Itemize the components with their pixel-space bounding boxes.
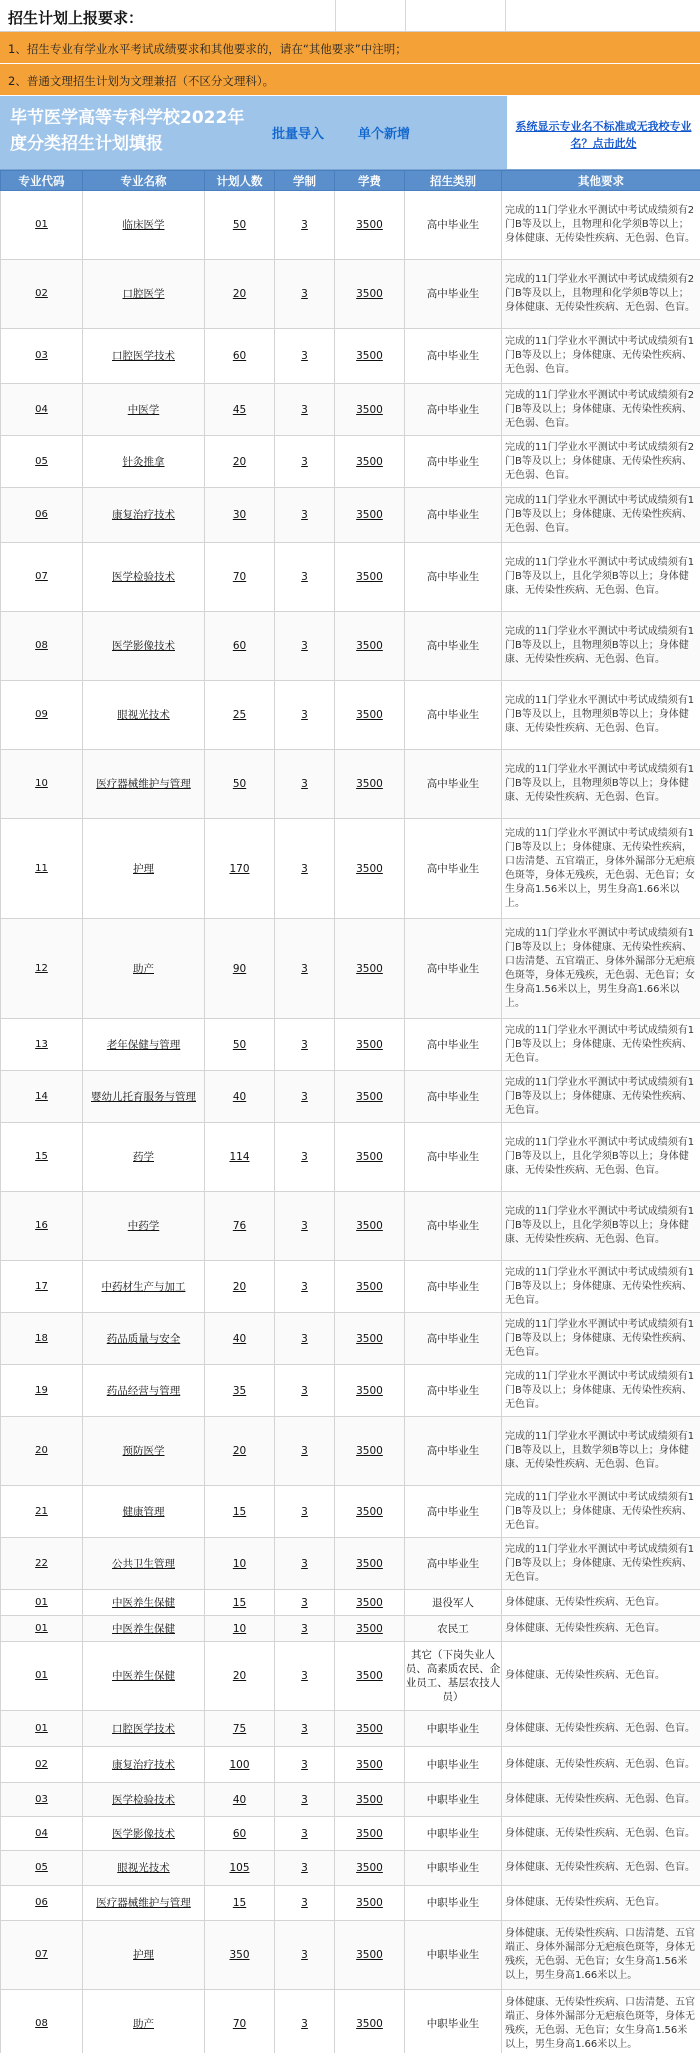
table-row — [1, 1990, 700, 2053]
row-name: 中医养生保健 — [83, 1642, 205, 1711]
row-code: 18 — [1, 1313, 83, 1365]
row-name: 中药学 — [83, 1192, 205, 1261]
row-category: 高中毕业生 — [405, 260, 502, 329]
row-name: 口腔医学 — [83, 260, 205, 329]
table-row — [1, 919, 700, 1019]
row-years: 3 — [275, 329, 335, 384]
row-category: 高中毕业生 — [405, 612, 502, 681]
row-category: 高中毕业生 — [405, 543, 502, 612]
row-name: 口腔医学技术 — [83, 329, 205, 384]
row-num: 30 — [205, 488, 275, 543]
row-name: 眼视光技术 — [83, 681, 205, 750]
row-fee: 3500 — [335, 1019, 405, 1071]
row-years: 3 — [275, 1616, 335, 1642]
row-num: 75 — [205, 1711, 275, 1747]
row-requirements: 完成的11门学业水平测试中考试成绩须有1门B等及以上；身体健康、无传染性疾病、无色弱、色盲。 — [502, 488, 700, 543]
row-category: 高中毕业生 — [405, 1486, 502, 1538]
row-fee: 3500 — [335, 260, 405, 329]
row-requirements: 完成的11门学业水平测试中考试成绩须有1门B等及以上；身体健康、无传染性疾病、无色盲。 — [502, 1019, 700, 1071]
row-fee: 3500 — [335, 1747, 405, 1783]
row-code: 08 — [1, 1990, 83, 2053]
row-requirements: 完成的11门学业水平测试中考试成绩须有1门B等及以上；身体健康、无传染性疾病、无色盲。 — [502, 1261, 700, 1313]
table-row — [1, 1313, 700, 1365]
row-fee: 3500 — [335, 1261, 405, 1313]
row-requirements: 身体健康、无传染性疾病、口齿清楚、五官端正、身体外漏部分无疤痕色斑等，身体无残疾，无色弱、无色盲；女生身高1.56米以上，男生身高1.66米以上。 — [502, 1921, 700, 1990]
row-name: 药品经营与管理 — [83, 1365, 205, 1417]
row-code: 11 — [1, 819, 83, 919]
row-num: 20 — [205, 436, 275, 488]
row-years: 3 — [275, 1019, 335, 1071]
row-years: 3 — [275, 1365, 335, 1417]
row-name: 口腔医学技术 — [83, 1711, 205, 1747]
row-fee: 3500 — [335, 384, 405, 436]
row-requirements: 完成的11门学业水平测试中考试成绩须有1门B等及以上；身体健康、无传染性疾病、无色盲。 — [502, 1486, 700, 1538]
table-row — [1, 1019, 700, 1071]
row-fee: 3500 — [335, 1590, 405, 1616]
row-years: 3 — [275, 1642, 335, 1711]
row-code: 20 — [1, 1417, 83, 1486]
row-fee: 3500 — [335, 543, 405, 612]
row-num: 10 — [205, 1538, 275, 1590]
table-row — [1, 488, 700, 543]
row-years: 3 — [275, 1417, 335, 1486]
row-requirements: 完成的11门学业水平测试中考试成绩须有1门B等及以上；身体健康、无传染性疾病、无色弱、色盲。 — [502, 329, 700, 384]
row-category: 高中毕业生 — [405, 1538, 502, 1590]
row-fee: 3500 — [335, 1711, 405, 1747]
row-fee: 3500 — [335, 919, 405, 1019]
row-name: 护理 — [83, 1921, 205, 1990]
row-requirements: 身体健康、无传染性疾病、无色弱、色盲。 — [502, 1711, 700, 1747]
row-num: 45 — [205, 384, 275, 436]
row-code: 07 — [1, 543, 83, 612]
row-years: 3 — [275, 1747, 335, 1783]
row-num: 15 — [205, 1886, 275, 1921]
row-requirements: 身体健康、无传染性疾病、无色盲。 — [502, 1616, 700, 1642]
row-years: 3 — [275, 1538, 335, 1590]
row-fee: 3500 — [335, 1365, 405, 1417]
divider — [505, 0, 506, 31]
row-years: 3 — [275, 1817, 335, 1851]
row-name: 医学影像技术 — [83, 612, 205, 681]
row-code: 06 — [1, 488, 83, 543]
row-name: 中医养生保健 — [83, 1616, 205, 1642]
row-code: 04 — [1, 1817, 83, 1851]
table-header — [1, 171, 700, 191]
row-fee: 3500 — [335, 191, 405, 260]
row-name: 预防医学 — [83, 1417, 205, 1486]
row-fee: 3500 — [335, 1851, 405, 1886]
row-num: 100 — [205, 1747, 275, 1783]
row-num: 60 — [205, 1817, 275, 1851]
table-row — [1, 1590, 700, 1616]
row-years: 3 — [275, 1886, 335, 1921]
row-category: 高中毕业生 — [405, 1192, 502, 1261]
row-num: 170 — [205, 819, 275, 919]
row-fee: 3500 — [335, 1783, 405, 1817]
row-code: 03 — [1, 1783, 83, 1817]
row-category: 高中毕业生 — [405, 919, 502, 1019]
row-num: 50 — [205, 1019, 275, 1071]
row-category: 高中毕业生 — [405, 1261, 502, 1313]
row-years: 3 — [275, 1711, 335, 1747]
row-num: 35 — [205, 1365, 275, 1417]
row-category: 退役军人 — [405, 1590, 502, 1616]
row-num: 10 — [205, 1616, 275, 1642]
row-category: 高中毕业生 — [405, 681, 502, 750]
row-fee: 3500 — [335, 819, 405, 919]
note-2: 2、普通文理招生计划为文理兼招（不区分文理科）。 — [0, 64, 700, 96]
row-fee: 3500 — [335, 488, 405, 543]
banner — [0, 96, 700, 170]
row-requirements: 完成的11门学业水平测试中考试成绩须有2门B等及以上；身体健康、无传染性疾病、无色弱、色盲。 — [502, 384, 700, 436]
row-code: 05 — [1, 1851, 83, 1886]
table-row — [1, 1747, 700, 1783]
row-num: 20 — [205, 1261, 275, 1313]
row-fee: 3500 — [335, 612, 405, 681]
table-row — [1, 1123, 700, 1192]
row-requirements: 完成的11门学业水平测试中考试成绩须有1门B等及以上；身体健康、无传染性疾病，口齿清楚、五官端正，身体外漏部分无疤痕色斑等，身体无残疾，无色弱、无色盲；女生身高1.56米以上，男生身高1.66米以上。 — [502, 819, 700, 919]
row-years: 3 — [275, 1313, 335, 1365]
table-row — [1, 1711, 700, 1747]
row-code: 16 — [1, 1192, 83, 1261]
row-code: 22 — [1, 1538, 83, 1590]
table-row — [1, 329, 700, 384]
row-years: 3 — [275, 1783, 335, 1817]
table-row — [1, 750, 700, 819]
row-category: 高中毕业生 — [405, 191, 502, 260]
row-name: 护理 — [83, 819, 205, 919]
row-code: 12 — [1, 919, 83, 1019]
row-code: 04 — [1, 384, 83, 436]
row-requirements: 完成的11门学业水平测试中考试成绩须有1门B等及以上，且化学须B等以上；身体健康、无传染性疾病、无色弱、色盲。 — [502, 1123, 700, 1192]
table-row — [1, 1365, 700, 1417]
table-row — [1, 1642, 700, 1711]
row-name: 助产 — [83, 1990, 205, 2053]
col-category: 招生类别 — [405, 171, 502, 191]
row-name: 眼视光技术 — [83, 1851, 205, 1886]
row-code: 01 — [1, 1642, 83, 1711]
table-row — [1, 543, 700, 612]
row-fee: 3500 — [335, 1538, 405, 1590]
row-requirements: 完成的11门学业水平测试中考试成绩须有2门B等及以上，且物理和化学须B等以上；身体健康、无传染性疾病、无色弱、色盲。 — [502, 191, 700, 260]
table-row — [1, 612, 700, 681]
row-num: 20 — [205, 1417, 275, 1486]
row-num: 40 — [205, 1783, 275, 1817]
table-row — [1, 1851, 700, 1886]
col-years: 学制 — [275, 171, 335, 191]
row-fee: 3500 — [335, 329, 405, 384]
row-name: 婴幼儿托育服务与管理 — [83, 1071, 205, 1123]
row-years: 3 — [275, 436, 335, 488]
row-name: 老年保健与管理 — [83, 1019, 205, 1071]
row-years: 3 — [275, 919, 335, 1019]
row-category: 其它（下岗失业人员、高素质农民、企业员工、基层农技人员） — [405, 1642, 502, 1711]
row-category: 中职毕业生 — [405, 1817, 502, 1851]
row-requirements: 完成的11门学业水平测试中考试成绩须有1门B等及以上；身体健康、无传染性疾病、口齿清楚、五官端正、身体外漏部分无疤痕色斑等，身体无残疾，无色弱、无色盲；女生身高1.56米以上，男生身高1.66米以上。 — [502, 919, 700, 1019]
row-years: 3 — [275, 191, 335, 260]
row-code: 07 — [1, 1921, 83, 1990]
row-code: 19 — [1, 1365, 83, 1417]
row-name: 医学检验技术 — [83, 543, 205, 612]
row-category: 高中毕业生 — [405, 1313, 502, 1365]
table-row — [1, 191, 700, 260]
row-num: 70 — [205, 543, 275, 612]
col-name: 专业名称 — [83, 171, 205, 191]
row-requirements: 完成的11门学业水平测试中考试成绩须有1门B等及以上；身体健康、无传染性疾病、无色盲。 — [502, 1071, 700, 1123]
row-category: 高中毕业生 — [405, 819, 502, 919]
row-name: 健康管理 — [83, 1486, 205, 1538]
table-row — [1, 1192, 700, 1261]
row-num: 15 — [205, 1486, 275, 1538]
row-name: 医学检验技术 — [83, 1783, 205, 1817]
row-fee: 3500 — [335, 1123, 405, 1192]
row-fee: 3500 — [335, 1921, 405, 1990]
col-fee: 学费 — [335, 171, 405, 191]
row-name: 医疗器械维护与管理 — [83, 750, 205, 819]
single-add-button[interactable]: 单个新增 — [357, 127, 410, 142]
row-requirements: 身体健康、无传染性疾病、无色弱、色盲。 — [502, 1851, 700, 1886]
row-num: 25 — [205, 681, 275, 750]
row-category: 高中毕业生 — [405, 436, 502, 488]
row-name: 医学影像技术 — [83, 1817, 205, 1851]
row-num: 90 — [205, 919, 275, 1019]
row-fee: 3500 — [335, 1616, 405, 1642]
row-years: 3 — [275, 1486, 335, 1538]
row-years: 3 — [275, 1261, 335, 1313]
row-fee: 3500 — [335, 1192, 405, 1261]
row-fee: 3500 — [335, 436, 405, 488]
row-years: 3 — [275, 750, 335, 819]
page-title: 招生计划上报要求： — [8, 9, 144, 27]
row-fee: 3500 — [335, 750, 405, 819]
row-num: 114 — [205, 1123, 275, 1192]
row-num: 70 — [205, 1990, 275, 2053]
row-code: 01 — [1, 191, 83, 260]
row-code: 13 — [1, 1019, 83, 1071]
row-num: 60 — [205, 612, 275, 681]
row-requirements: 完成的11门学业水平测试中考试成绩须有1门B等及以上，且化学须B等以上；身体健康、无传染性疾病、无色弱、色盲。 — [502, 1192, 700, 1261]
row-category: 高中毕业生 — [405, 488, 502, 543]
row-code: 14 — [1, 1071, 83, 1123]
note-1: 1、招生专业有学业水平考试成绩要求和其他要求的，请在“其他要求”中注明； — [0, 32, 700, 64]
batch-import-button[interactable]: 批量导入 — [271, 127, 324, 142]
table-row — [1, 681, 700, 750]
row-category: 高中毕业生 — [405, 384, 502, 436]
row-category: 中职毕业生 — [405, 1747, 502, 1783]
row-num: 40 — [205, 1071, 275, 1123]
row-category: 高中毕业生 — [405, 329, 502, 384]
row-years: 3 — [275, 488, 335, 543]
row-years: 3 — [275, 1590, 335, 1616]
row-years: 3 — [275, 819, 335, 919]
row-requirements: 完成的11门学业水平测试中考试成绩须有1门B等及以上，且化学须B等以上；身体健康、无传染性疾病、无色弱、色盲。 — [502, 543, 700, 612]
row-num: 50 — [205, 191, 275, 260]
row-fee: 3500 — [335, 1071, 405, 1123]
row-name: 中医养生保健 — [83, 1590, 205, 1616]
row-requirements: 完成的11门学业水平测试中考试成绩须有1门B等及以上，且物理须B等以上；身体健康、无传染性疾病、无色弱、色盲。 — [502, 681, 700, 750]
table-row — [1, 1921, 700, 1990]
row-requirements: 身体健康、无传染性疾病、无色盲。 — [502, 1886, 700, 1921]
row-code: 17 — [1, 1261, 83, 1313]
row-name: 医疗器械维护与管理 — [83, 1886, 205, 1921]
table-row — [1, 819, 700, 919]
table-row — [1, 1783, 700, 1817]
row-fee: 3500 — [335, 681, 405, 750]
row-fee: 3500 — [335, 1417, 405, 1486]
row-years: 3 — [275, 543, 335, 612]
row-fee: 3500 — [335, 1486, 405, 1538]
row-name: 药学 — [83, 1123, 205, 1192]
row-code: 08 — [1, 612, 83, 681]
row-num: 76 — [205, 1192, 275, 1261]
row-num: 20 — [205, 260, 275, 329]
top-header — [0, 0, 700, 32]
row-years: 3 — [275, 681, 335, 750]
table-row — [1, 436, 700, 488]
banner-title: 毕节医学高等专科学校2022年度分类招生计划填报 — [0, 96, 258, 169]
row-code: 01 — [1, 1616, 83, 1642]
row-years: 3 — [275, 612, 335, 681]
row-requirements: 完成的11门学业水平测试中考试成绩须有2门B等及以上，且物理和化学须B等以上；身体健康、无传染性疾病、无色弱、色盲。 — [502, 260, 700, 329]
row-num: 15 — [205, 1590, 275, 1616]
row-code: 03 — [1, 329, 83, 384]
row-requirements: 完成的11门学业水平测试中考试成绩须有2门B等及以上；身体健康、无传染性疾病、无色弱、色盲。 — [502, 436, 700, 488]
row-category: 中职毕业生 — [405, 1886, 502, 1921]
row-code: 05 — [1, 436, 83, 488]
row-code: 02 — [1, 260, 83, 329]
row-requirements: 完成的11门学业水平测试中考试成绩须有1门B等及以上，且物理须B等以上；身体健康、无传染性疾病、无色弱、色盲。 — [502, 750, 700, 819]
row-fee: 3500 — [335, 1990, 405, 2053]
row-name: 康复治疗技术 — [83, 488, 205, 543]
table-row — [1, 1417, 700, 1486]
row-name: 助产 — [83, 919, 205, 1019]
row-requirements: 完成的11门学业水平测试中考试成绩须有1门B等及以上，且数学须B等以上；身体健康、无传染性疾病、无色弱、色盲。 — [502, 1417, 700, 1486]
major-help-link[interactable]: 系统显示专业名不标准或无我校专业名？点击此处 — [507, 96, 700, 169]
row-num: 50 — [205, 750, 275, 819]
table-row — [1, 1486, 700, 1538]
row-category: 中职毕业生 — [405, 1711, 502, 1747]
row-category: 农民工 — [405, 1616, 502, 1642]
row-name: 康复治疗技术 — [83, 1747, 205, 1783]
row-name: 针灸推拿 — [83, 436, 205, 488]
row-category: 高中毕业生 — [405, 1019, 502, 1071]
row-num: 40 — [205, 1313, 275, 1365]
row-category: 中职毕业生 — [405, 1783, 502, 1817]
row-code: 01 — [1, 1711, 83, 1747]
row-code: 21 — [1, 1486, 83, 1538]
row-category: 中职毕业生 — [405, 1990, 502, 2053]
row-years: 3 — [275, 1990, 335, 2053]
row-fee: 3500 — [335, 1313, 405, 1365]
row-name: 公共卫生管理 — [83, 1538, 205, 1590]
row-fee: 3500 — [335, 1817, 405, 1851]
row-years: 3 — [275, 1921, 335, 1990]
row-requirements: 完成的11门学业水平测试中考试成绩须有1门B等及以上；身体健康、无传染性疾病、无色盲。 — [502, 1365, 700, 1417]
table-row — [1, 1817, 700, 1851]
table-row — [1, 1261, 700, 1313]
row-category: 中职毕业生 — [405, 1921, 502, 1990]
row-category: 中职毕业生 — [405, 1851, 502, 1886]
row-name: 中药材生产与加工 — [83, 1261, 205, 1313]
col-code: 专业代码 — [1, 171, 83, 191]
row-requirements: 完成的11门学业水平测试中考试成绩须有1门B等及以上，且物理须B等以上；身体健康、无传染性疾病、无色弱、色盲。 — [502, 612, 700, 681]
col-num: 计划人数 — [205, 171, 275, 191]
row-num: 105 — [205, 1851, 275, 1886]
table-row — [1, 260, 700, 329]
row-years: 3 — [275, 1192, 335, 1261]
row-years: 3 — [275, 384, 335, 436]
table-body — [1, 191, 700, 2053]
row-requirements: 身体健康、无传染性疾病、无色弱、色盲。 — [502, 1817, 700, 1851]
row-code: 01 — [1, 1590, 83, 1616]
row-name: 中医学 — [83, 384, 205, 436]
row-num: 20 — [205, 1642, 275, 1711]
row-requirements: 身体健康、无传染性疾病、无色弱、色盲。 — [502, 1747, 700, 1783]
row-requirements: 身体健康、无传染性疾病、无色盲。 — [502, 1590, 700, 1616]
row-category: 高中毕业生 — [405, 1417, 502, 1486]
row-requirements: 完成的11门学业水平测试中考试成绩须有1门B等及以上；身体健康、无传染性疾病、无色盲。 — [502, 1538, 700, 1590]
table-row — [1, 1886, 700, 1921]
col-requirements: 其他要求 — [502, 171, 700, 191]
row-years: 3 — [275, 260, 335, 329]
table-row — [1, 384, 700, 436]
row-fee: 3500 — [335, 1886, 405, 1921]
row-requirements: 身体健康、无传染性疾病、无色弱、色盲。 — [502, 1783, 700, 1817]
row-code: 09 — [1, 681, 83, 750]
row-requirements: 身体健康、无传染性疾病、口齿清楚、五官端正、身体外漏部分无疤痕色斑等，身体无残疾，无色弱、无色盲；女生身高1.56米以上，男生身高1.66米以上。 — [502, 1990, 700, 2053]
row-num: 60 — [205, 329, 275, 384]
row-code: 06 — [1, 1886, 83, 1921]
row-category: 高中毕业生 — [405, 1123, 502, 1192]
divider — [335, 0, 336, 31]
row-fee: 3500 — [335, 1642, 405, 1711]
table-row — [1, 1071, 700, 1123]
row-num: 350 — [205, 1921, 275, 1990]
row-requirements: 身体健康、无传染性疾病、无色盲。 — [502, 1642, 700, 1711]
row-code: 15 — [1, 1123, 83, 1192]
row-years: 3 — [275, 1851, 335, 1886]
row-category: 高中毕业生 — [405, 1071, 502, 1123]
row-code: 02 — [1, 1747, 83, 1783]
row-requirements: 完成的11门学业水平测试中考试成绩须有1门B等及以上；身体健康、无传染性疾病、无色盲。 — [502, 1313, 700, 1365]
row-years: 3 — [275, 1071, 335, 1123]
row-category: 高中毕业生 — [405, 750, 502, 819]
row-years: 3 — [275, 1123, 335, 1192]
enrollment-table — [0, 170, 700, 2053]
table-row — [1, 1538, 700, 1590]
divider — [405, 0, 406, 31]
row-code: 10 — [1, 750, 83, 819]
table-row — [1, 1616, 700, 1642]
row-name: 药品质量与安全 — [83, 1313, 205, 1365]
row-category: 高中毕业生 — [405, 1365, 502, 1417]
banner-spacer — [430, 96, 507, 169]
row-name: 临床医学 — [83, 191, 205, 260]
